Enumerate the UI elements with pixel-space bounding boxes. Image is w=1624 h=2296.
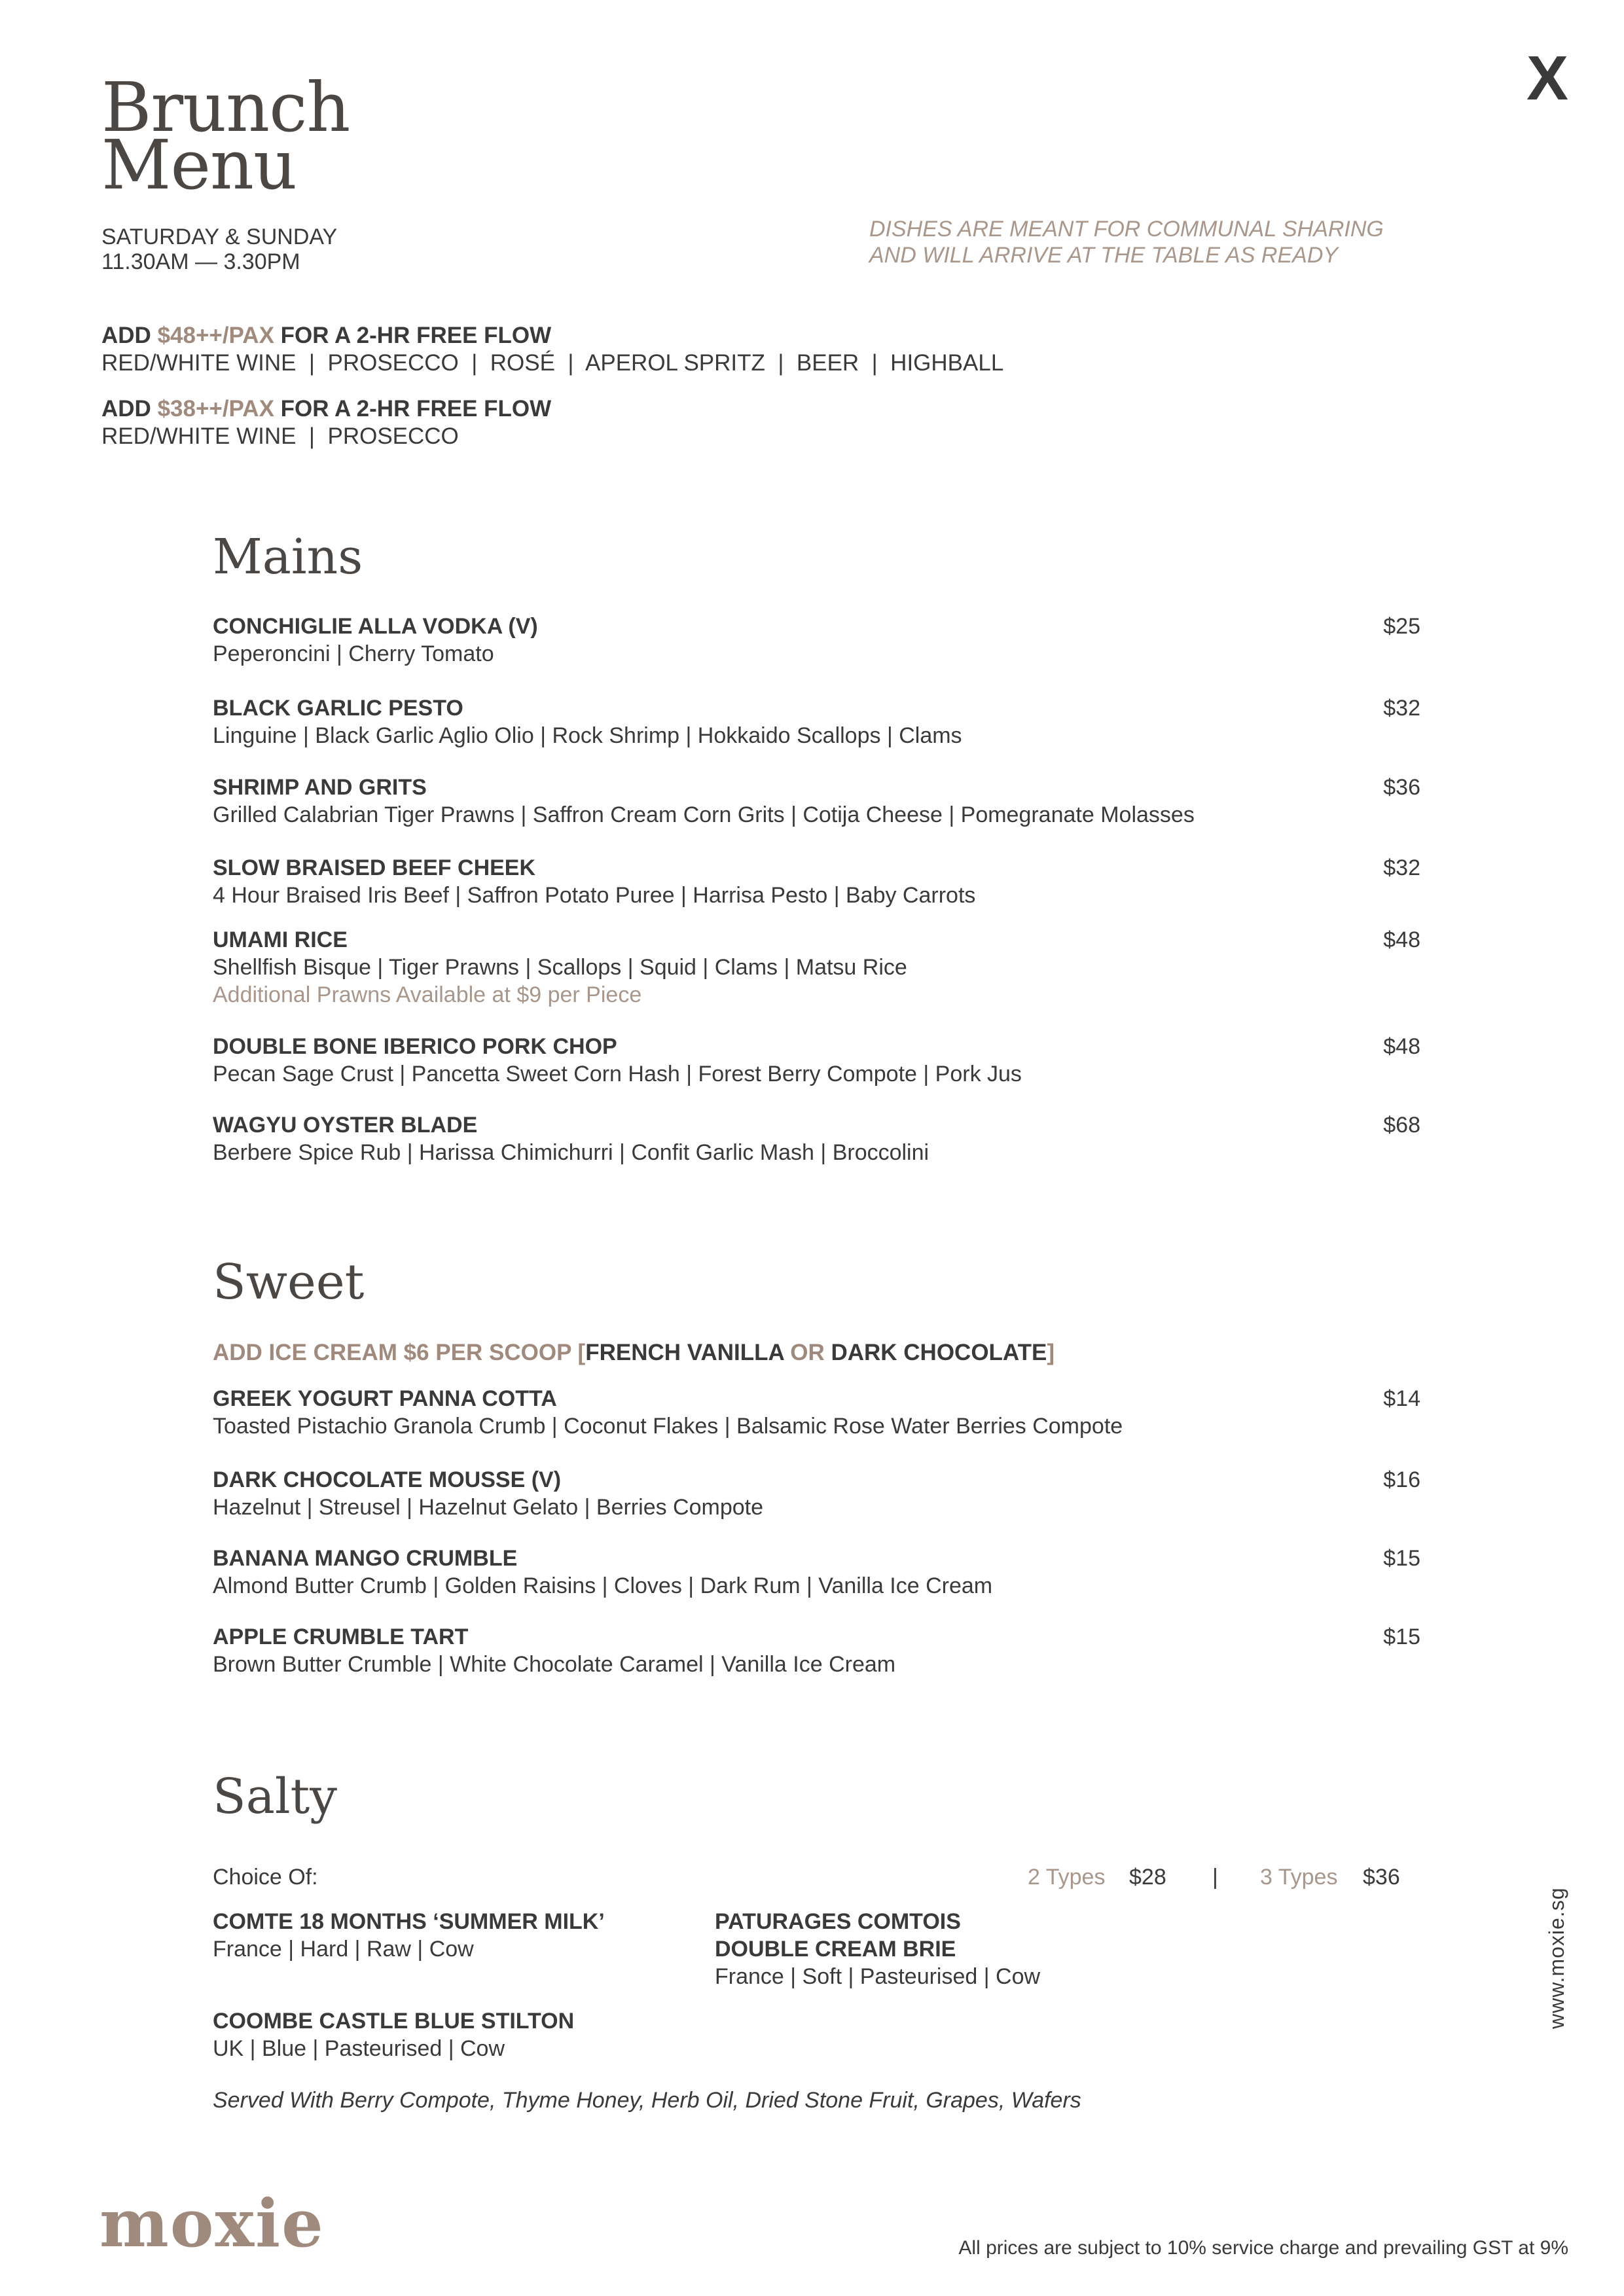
menu-item: [213, 926, 1420, 1009]
sharing-note-line-2: AND WILL ARRIVE AT THE TABLE AS READY: [869, 243, 1339, 268]
free-flow-option-1: [101, 322, 1003, 377]
close-button[interactable]: X: [1526, 43, 1568, 113]
item-description: Shellfish Bisque | Tiger Prawns | Scallops | Squid | Clams | Matsu Rice: [213, 955, 907, 980]
cheese-name: DOUBLE CREAM BRIE: [715, 1937, 956, 1962]
cheese-item: [213, 1908, 605, 1963]
item-name: SLOW BRAISED BEEF CHEEK: [213, 855, 536, 880]
cheese-item: [213, 2007, 574, 2062]
free-flow-option-2: [101, 395, 551, 450]
item-description: Hazelnut | Streusel | Hazelnut Gelato | Berries Compote: [213, 1495, 764, 1520]
item-price: $68: [1383, 1113, 1420, 1138]
menu-title: [101, 67, 350, 205]
item-name: APPLE CRUMBLE TART: [213, 1624, 469, 1649]
item-price: $36: [1383, 775, 1420, 800]
menu-item: [213, 613, 1420, 668]
choice-label: Choice Of:: [213, 1865, 318, 1890]
cheese-name: COMTE 18 MONTHS ‘SUMMER MILK’: [213, 1909, 605, 1934]
free-flow-price: $48++/PAX: [157, 323, 274, 348]
salty-choice-row: [213, 1863, 1407, 1891]
ice-cream-addon: [213, 1339, 1055, 1367]
addon-flavor: FRENCH VANILLA: [585, 1340, 784, 1365]
item-price: $32: [1383, 855, 1420, 880]
item-name: CONCHIGLIE ALLA VODKA (V): [213, 614, 538, 639]
title-line-2: Menu: [101, 125, 297, 205]
sweet-section-title: Sweet: [213, 1254, 365, 1310]
menu-item: [213, 1466, 1420, 1521]
item-description: Brown Butter Crumble | White Chocolate Caramel | Vanilla Ice Cream: [213, 1652, 896, 1677]
option-3-types-label: 3 Types: [1260, 1865, 1338, 1890]
free-flow-heading: [101, 322, 1003, 350]
option-2-types-price: $28: [1129, 1865, 1166, 1890]
option-3-types-price: $36: [1363, 1865, 1400, 1890]
menu-item: [213, 1111, 1420, 1166]
salty-section-title: Salty: [213, 1768, 338, 1825]
item-name: UMAMI RICE: [213, 927, 348, 952]
menu-item: [213, 854, 1420, 909]
addon-flavor: DARK CHOCOLATE: [831, 1340, 1047, 1365]
item-description: 4 Hour Braised Iris Beef | Saffron Potato Puree | Harrisa Pesto | Baby Carrots: [213, 883, 976, 908]
addon-text: ADD ICE CREAM $6 PER SCOOP: [213, 1340, 578, 1365]
item-description: Pecan Sage Crust | Pancetta Sweet Corn Hash | Forest Berry Compote | Pork Jus: [213, 1062, 1022, 1086]
menu-item: [213, 774, 1420, 829]
cheese-description: UK | Blue | Pasteurised | Cow: [213, 2036, 505, 2061]
schedule: [101, 224, 337, 274]
addon-bracket: ]: [1047, 1340, 1055, 1365]
cheese-item: [715, 1908, 1040, 1990]
item-name: SHRIMP AND GRITS: [213, 775, 427, 800]
mains-section-title: Mains: [213, 529, 363, 585]
item-price: $48: [1383, 1034, 1420, 1059]
served-with-note: Served With Berry Compote, Thyme Honey, Herb Oil, Dried Stone Fruit, Grapes, Wafers: [213, 2088, 1081, 2113]
title-line-1: Brunch: [101, 67, 350, 147]
item-price: $16: [1383, 1467, 1420, 1492]
cheese-description: France | Soft | Pasteurised | Cow: [715, 1964, 1041, 1989]
item-price: $14: [1383, 1386, 1420, 1411]
free-flow-prefix: ADD: [101, 396, 158, 422]
item-name: WAGYU OYSTER BLADE: [213, 1113, 478, 1138]
item-description: Grilled Calabrian Tiger Prawns | Saffron Cream Corn Grits | Cotija Cheese | Pomegranate Molasses: [213, 802, 1195, 827]
menu-item: [213, 1545, 1420, 1600]
item-name: DOUBLE BONE IBERICO PORK CHOP: [213, 1034, 617, 1059]
item-name: GREEK YOGURT PANNA COTTA: [213, 1386, 557, 1411]
item-description: Toasted Pistachio Granola Crumb | Coconut Flakes | Balsamic Rose Water Berries Compote: [213, 1414, 1123, 1439]
item-description: Peperoncini | Cherry Tomato: [213, 641, 494, 666]
item-price: $25: [1383, 614, 1420, 639]
item-name: BLACK GARLIC PESTO: [213, 696, 463, 721]
item-description: Almond Butter Crumb | Golden Raisins | Cloves | Dark Rum | Vanilla Ice Cream: [213, 1573, 993, 1598]
free-flow-prefix: ADD: [101, 323, 158, 348]
sharing-note: [869, 216, 1384, 268]
item-price: $32: [1383, 696, 1420, 721]
price-disclaimer: All prices are subject to 10% service charge and prevailing GST at 9%: [958, 2237, 1568, 2259]
free-flow-drinks: RED/WHITE WINE | PROSECCO | ROSÉ | APEROL SPRITZ | BEER | HIGHBALL: [101, 350, 1004, 376]
item-name: BANANA MANGO CRUMBLE: [213, 1546, 518, 1571]
addon-or: OR: [784, 1340, 831, 1365]
menu-item: [213, 694, 1420, 749]
free-flow-suffix: FOR A 2-HR FREE FLOW: [274, 323, 552, 348]
menu-item: [213, 1033, 1420, 1088]
sharing-note-line-1: DISHES ARE MEANT FOR COMMUNAL SHARING: [869, 217, 1384, 242]
item-price: $15: [1383, 1624, 1420, 1649]
menu-item: [213, 1385, 1420, 1440]
menu-item: [213, 1623, 1420, 1678]
item-description: Linguine | Black Garlic Aglio Olio | Rock Shrimp | Hokkaido Scallops | Clams: [213, 723, 962, 748]
moxie-logo: moxie: [99, 2185, 325, 2262]
item-description: Berbere Spice Rub | Harissa Chimichurri | Confit Garlic Mash | Broccolini: [213, 1140, 929, 1165]
free-flow-suffix: FOR A 2-HR FREE FLOW: [274, 396, 552, 422]
addon-bracket: [: [577, 1340, 586, 1365]
schedule-hours: 11.30AM — 3.30PM: [101, 249, 300, 274]
item-extra-note: Additional Prawns Available at $9 per Piece: [213, 982, 642, 1007]
cheese-name: COOMBE CASTLE BLUE STILTON: [213, 2009, 575, 2034]
cheese-description: France | Hard | Raw | Cow: [213, 1937, 474, 1962]
cheese-name: PATURAGES COMTOIS: [715, 1909, 961, 1934]
website-link[interactable]: www.moxie.sg: [1545, 1887, 1568, 2029]
option-2-types-label: 2 Types: [1028, 1865, 1106, 1890]
item-name: DARK CHOCOLATE MOUSSE (V): [213, 1467, 562, 1492]
item-price: $15: [1383, 1546, 1420, 1571]
option-separator: |: [1212, 1865, 1218, 1890]
free-flow-price: $38++/PAX: [157, 396, 274, 422]
schedule-days: SATURDAY & SUNDAY: [101, 224, 338, 249]
item-price: $48: [1383, 927, 1420, 952]
free-flow-heading: [101, 395, 551, 423]
free-flow-drinks: RED/WHITE WINE | PROSECCO: [101, 423, 459, 449]
